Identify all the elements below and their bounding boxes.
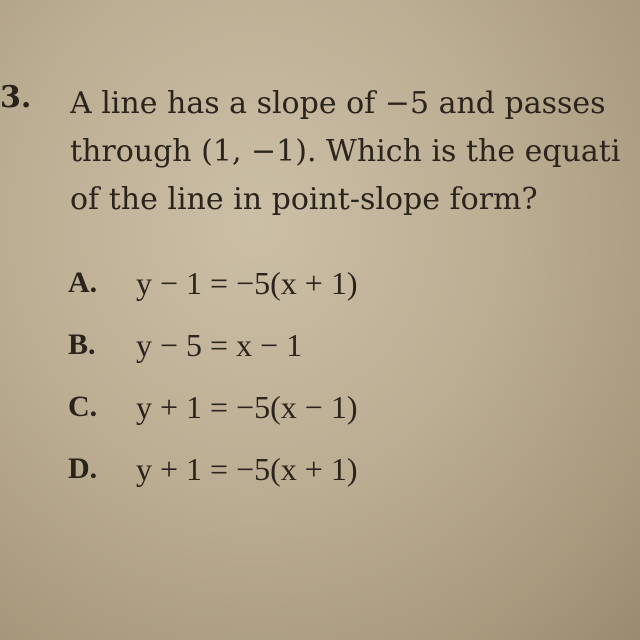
choice-equation: y − 5 = x − 1 — [136, 326, 303, 363]
question-line: through (1, −1). Which is the equati — [70, 134, 621, 169]
question-line: of the line in point-slope form? — [70, 182, 538, 217]
question-number: 3. — [0, 80, 32, 115]
choice-equation: y + 1 = −5(x − 1) — [136, 388, 358, 425]
choice-letter: A. — [68, 266, 98, 299]
choice-b — [68, 314, 568, 376]
answer-choices — [68, 252, 568, 500]
choice-d — [68, 438, 568, 500]
question-line: A line has a slope of −5 and passes — [70, 86, 606, 121]
choice-letter: C. — [68, 390, 98, 423]
choice-equation: y + 1 = −5(x + 1) — [136, 450, 358, 487]
previous-line-fragment — [120, 0, 640, 6]
choice-c — [68, 376, 568, 438]
choice-equation: y − 1 = −5(x + 1) — [136, 264, 358, 301]
choice-letter: D. — [68, 452, 98, 485]
choice-a — [68, 252, 568, 314]
choice-letter: B. — [68, 328, 96, 361]
question-text — [70, 80, 640, 224]
